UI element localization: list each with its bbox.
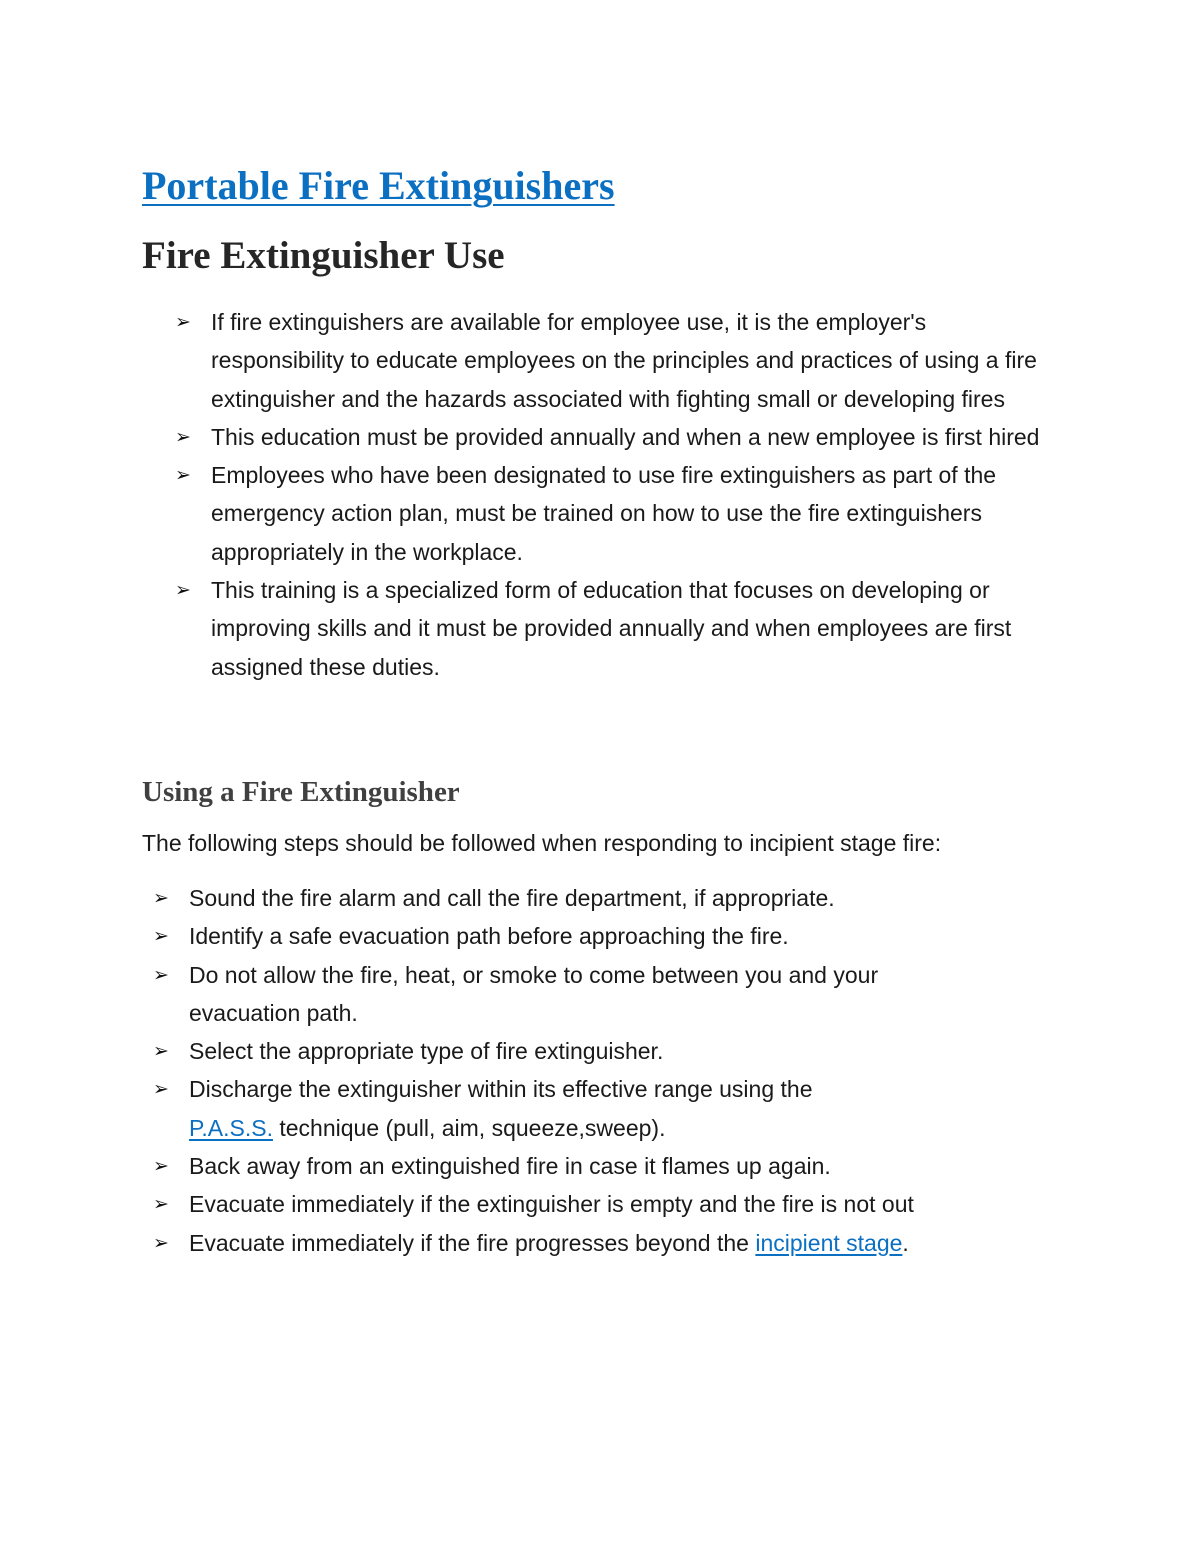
arrow-bullet-icon: ➢: [175, 464, 191, 487]
list-item-text-before-link: Evacuate immediately if the fire progresses beyond the: [189, 1229, 756, 1256]
incipient-stage-link[interactable]: incipient stage: [755, 1229, 903, 1256]
list-item: [153, 1224, 1049, 1262]
list-item-text: This education must be provided annually and when a new employee is first hired: [211, 423, 1040, 450]
list-item: [175, 303, 1061, 418]
list-item-text: Evacuate immediately if the extinguisher is empty and the fire is not out: [189, 1191, 914, 1218]
list-item-text-after-link: .: [902, 1229, 909, 1256]
list-item: [153, 917, 1049, 955]
list-item: [153, 1032, 1049, 1070]
arrow-bullet-icon: ➢: [175, 311, 191, 333]
list-item-text: This training is a specialized form of education that focuses on developing or improving skills and it must be provided annually and when employees are first assigned these duties.: [211, 577, 1012, 680]
list-item: [175, 571, 1061, 686]
arrow-bullet-icon: ➢: [153, 963, 169, 986]
list-item-text: If fire extinguishers are available for employee use, it is the employer's responsibility to educate employees on the principles and practices of using a fire extinguisher and the hazards associated with fighting small or developing fires: [211, 309, 1037, 412]
list-item: [153, 1185, 1049, 1223]
arrow-bullet-icon: ➢: [153, 1078, 169, 1101]
list-item-text: Do not allow the fire, heat, or smoke to come between you and your evacuation path.: [189, 961, 879, 1026]
list-item-text-before-link: Discharge the extinguisher within its effective range using the: [189, 1076, 813, 1103]
subsection-title: Using a Fire Extinguisher: [142, 776, 460, 808]
arrow-bullet-icon: ➢: [153, 1040, 169, 1063]
intro-paragraph: The following steps should be followed when responding to incipient stage fire:: [142, 830, 942, 856]
arrow-bullet-icon: ➢: [153, 1155, 169, 1178]
list-item: [175, 418, 1061, 456]
arrow-bullet-icon: ➢: [153, 1193, 169, 1216]
list-item: [153, 879, 1049, 917]
list-item-text: Select the appropriate type of fire extinguisher.: [189, 1038, 664, 1065]
steps-list: [153, 879, 1049, 1262]
list-item: [153, 956, 1049, 1033]
extinguisher-use-list: [175, 303, 1061, 686]
arrow-bullet-icon: ➢: [153, 1231, 169, 1254]
arrow-bullet-icon: ➢: [153, 925, 169, 948]
list-item-text: Identify a safe evacuation path before approaching the fire.: [189, 923, 789, 950]
document-title-link[interactable]: Portable Fire Extinguishers: [142, 163, 615, 208]
arrow-bullet-icon: ➢: [153, 887, 169, 909]
list-item-text: Back away from an extinguished fire in case it flames up again.: [189, 1153, 831, 1180]
list-item-text-after-link: technique (pull, aim, squeeze,sweep).: [272, 1114, 666, 1141]
list-item-text: Sound the fire alarm and call the fire department, if appropriate.: [189, 885, 835, 911]
list-item-text: Employees who have been designated to use fire extinguishers as part of the emergency action plan, must be trained on how to use the fire extinguishers appropriately in the workplace.: [211, 462, 997, 565]
list-item: [175, 456, 1061, 571]
list-item: [153, 1070, 1049, 1147]
arrow-bullet-icon: ➢: [175, 425, 191, 448]
pass-technique-link[interactable]: P.A.S.S.: [189, 1114, 273, 1141]
arrow-bullet-icon: ➢: [175, 579, 191, 602]
section-title: Fire Extinguisher Use: [142, 234, 505, 277]
list-item: [153, 1147, 1049, 1185]
